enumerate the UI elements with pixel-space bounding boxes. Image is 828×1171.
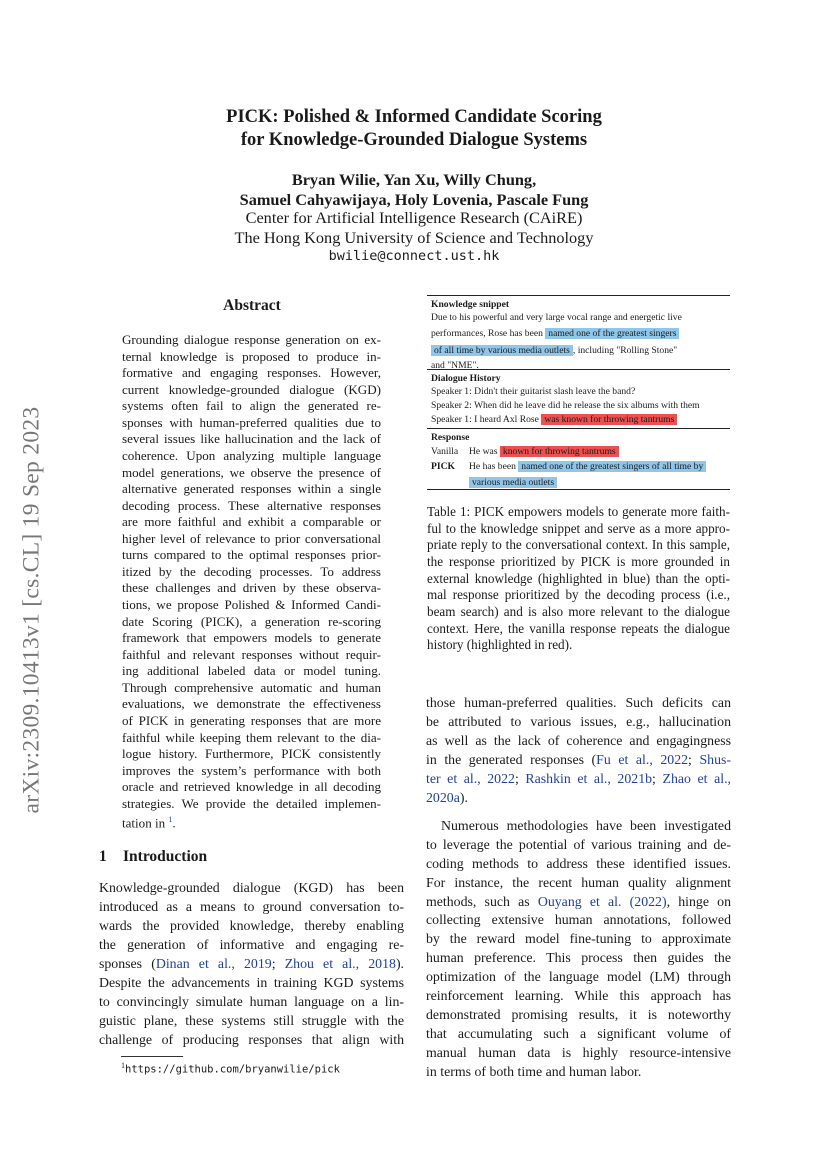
citation-link[interactable]: Zhou et al., 2018: [284, 955, 396, 971]
author-line: Samuel Cahyawijaya, Holy Lovenia, Pascale Fung: [239, 190, 589, 209]
abstract-line: faithful while keeping them relevant to the dia-: [122, 729, 381, 745]
table-rule: [427, 369, 730, 370]
abstract-line: decoding process. These alternative responses: [122, 497, 381, 513]
table-caption: [427, 504, 730, 654]
abstract-line: these challenges and driven by these observa-: [122, 580, 381, 596]
body-line-citations: [99, 955, 404, 974]
abstract-line: turns compared to the optimal responses prior-: [122, 547, 381, 563]
author-line: Bryan Wilie, Yan Xu, Willy Chung,: [291, 170, 537, 189]
table-fragment: He has been: [469, 461, 516, 473]
body-line-citations: 2020a).: [426, 789, 468, 805]
table-top-rule: [427, 295, 730, 296]
abstract-line: coherence. Upon analyzing multiple language: [122, 447, 381, 463]
abstract-line: improves the system’s performance with both: [122, 762, 381, 778]
affiliation: [130, 208, 698, 248]
table-fragment: Speaker 1: I heard Axl Rose: [431, 413, 539, 425]
table-section-heading: Response: [431, 432, 470, 443]
body-line: the generation of informative and engaging re-: [99, 936, 404, 952]
abstract-line: date Scoring (PICK), a generation re-scoring: [122, 613, 381, 629]
table-line: [431, 412, 730, 427]
author-email: bwilie@connect.ust.hk: [328, 248, 500, 264]
arxiv-identifier-sidebar: [8, 360, 56, 860]
caption-line: beam search) and is also more relevant to the dialogue: [427, 603, 730, 619]
caption-line: Table 1: PICK empowers models to generate more faith-: [427, 504, 730, 519]
table-section-heading: Dialogue History: [431, 373, 501, 384]
body-line: guistic plane, these systems still struggle with the: [99, 1012, 404, 1028]
citation-link[interactable]: Dinan et al., 2019: [155, 955, 272, 971]
body-line: as well as the lack of coherence and engagingness: [426, 732, 731, 748]
citation-link[interactable]: ter et al., 2022: [426, 770, 515, 786]
footnote-url-link[interactable]: https://github.com/bryanwilie/pick: [125, 1063, 340, 1076]
body-line: challenge of producing responses that align with: [99, 1031, 404, 1047]
table-rule: [427, 428, 730, 429]
paragraph-gap: [426, 808, 731, 817]
abstract-body: [122, 332, 381, 832]
title-line: for Knowledge-Grounded Dialogue Systems: [240, 130, 588, 150]
row-label: Vanilla: [431, 446, 459, 458]
abstract-line: formative and engaging responses. However,: [122, 365, 381, 381]
table-row-pick: [431, 459, 730, 475]
body-fragment: sponses (: [99, 955, 156, 971]
body-line: in terms of both time and human labor.: [426, 1064, 642, 1080]
abstract-line: ing additional labeled data or model tuning.: [122, 663, 381, 679]
abstract-line: framework that empowers models to generate: [122, 630, 381, 646]
abstract-line: evaluations, we demonstrate the effectiveness: [122, 696, 381, 712]
citation-close: ).: [395, 955, 405, 971]
citation-link[interactable]: Fu et al., 2022: [596, 751, 689, 767]
body-line: optimization of the language model (LM) through: [426, 969, 731, 985]
footnote: [121, 1061, 340, 1076]
citation-link[interactable]: 2020a: [426, 789, 460, 805]
table-line: Due to his powerful and very large vocal range and energetic live: [431, 312, 682, 324]
table-bottom-rule: [427, 489, 730, 490]
body-line: Despite the advancements in training KGD systems: [99, 974, 404, 990]
body-line: Numerous methodologies have been investigated: [441, 817, 731, 833]
body-line: by the reward model fine-tuning to approximate: [426, 931, 731, 947]
red-highlight: known for throwing tantrums: [500, 446, 619, 457]
section-number: 1: [99, 848, 107, 865]
body-line: coding methods to address these identified issues.: [426, 855, 731, 871]
abstract-line: of PICK in generating responses that are more: [122, 712, 381, 728]
abstract-heading: Abstract: [223, 297, 281, 314]
abstract-line: ternal knowledge is proposed to produce in-: [122, 348, 381, 364]
table-fragment: , including "Rolling Stone": [572, 344, 678, 356]
body-line: reinforcement learning. While this approach has: [426, 988, 731, 1004]
table-line: [431, 342, 730, 359]
body-line: human preference. This process then guides the: [426, 950, 731, 966]
body-line: For instance, the recent human quality alignment: [426, 874, 731, 890]
abstract-end-punct: .: [172, 815, 176, 831]
abstract-last-text: tation in: [122, 815, 166, 831]
body-line: demonstrated promising results, it is noteworthy: [426, 1007, 731, 1023]
body-line: Knowledge-grounded dialogue (KGD) has been: [99, 880, 404, 895]
abstract-line: itized by the decoding processes. To address: [122, 563, 381, 579]
abstract-line: oracle and retrieved knowledge in all decoding: [122, 779, 381, 795]
abstract-line: current knowledge-grounded dialogue (KGD): [122, 381, 381, 397]
citation-link[interactable]: Shus-: [699, 751, 731, 767]
abstract-line: several issues like hallucination and the lack of: [122, 431, 381, 447]
introduction-column-left: [99, 879, 404, 1050]
citation-link[interactable]: Zhao et al.,: [662, 770, 732, 786]
citation-separator: ;: [271, 955, 285, 971]
citation-link[interactable]: Ouyang et al. (2022): [537, 893, 667, 909]
abstract-line: model generations, we observe the presence of: [122, 464, 381, 480]
table-row-vanilla: [431, 444, 730, 459]
body-line-citations: in the generated responses (Fu et al., 2022; Shus-: [426, 751, 731, 767]
body-line: collecting extensive human annotations, followed: [426, 912, 731, 928]
body-line-citations: ter et al., 2022; Rashkin et al., 2021b; Zhao et al.,: [426, 770, 732, 786]
body-line: that accumulating such a significant volume of: [426, 1026, 731, 1042]
abstract-line: are more faithful and exhibit a comparable or: [122, 514, 381, 530]
caption-line: the response prioritized by PICK is more grounded in: [427, 553, 730, 569]
table-line: and "NME".: [431, 359, 479, 371]
table-response: [431, 431, 730, 491]
caption-line: external knowledge (highlighted in blue) than the opti-: [427, 570, 730, 586]
abstract-line: higher level of relevance to prior conversational: [122, 530, 381, 546]
arxiv-identifier: arXiv:2309.10413v1 [cs.CL] 19 Sep 2023: [18, 406, 45, 814]
red-highlight: was known for throwing tantrums: [541, 414, 677, 425]
footnote-mark: 1: [121, 1061, 125, 1070]
caption-line: mal response prioritized by the decoding process (i.e.,: [427, 587, 730, 603]
table-dialogue-history: [431, 372, 730, 427]
table-line: [431, 325, 730, 342]
abstract-last-line: [122, 812, 381, 832]
blue-highlight: of all time by various media outlets: [431, 345, 573, 356]
title-line: PICK: Polished & Informed Candidate Scoring: [226, 107, 602, 127]
abstract-line: sponses with human-preferred qualities due to: [122, 414, 381, 430]
abstract-line: strategies. We provide the detailed implemen-: [122, 795, 381, 811]
table-fragment: He was: [469, 446, 498, 458]
introduction-column-right: [426, 694, 731, 1082]
body-line: manual human data is highly resource-intensive: [426, 1045, 731, 1061]
table-section-heading: Knowledge snippet: [431, 299, 510, 310]
table-fragment: performances, Rose has been: [431, 327, 543, 339]
author-list: [130, 170, 698, 210]
blue-highlight: named one of the greatest singers: [545, 328, 679, 339]
abstract-line: faithful and relevant responses without requir-: [122, 646, 381, 662]
footnote-divider: [121, 1056, 183, 1057]
row-label: PICK: [431, 461, 455, 473]
caption-line: priate reply to the conversational context. In this sample,: [427, 537, 730, 553]
blue-highlight: various media outlets: [469, 477, 557, 488]
affiliation-line: The Hong Kong University of Science and Technology: [234, 228, 594, 247]
abstract-line: logue history. Furthermore, PICK consistently: [122, 746, 381, 762]
abstract-line: alternative generated responses within a single: [122, 481, 381, 497]
caption-line: ful to the knowledge snippet and serve as a more appro-: [427, 520, 730, 536]
abstract-line: Through comprehensive automatic and human: [122, 679, 381, 695]
body-line: those human-preferred qualities. Such deficits can: [426, 695, 731, 710]
affiliation-line: Center for Artificial Intelligence Research (CAiRE): [245, 208, 583, 227]
caption-line: context. Here, the vanilla response repeats the dialogue: [427, 620, 730, 636]
table-line: Speaker 1: Didn't their guitarist slash leave the band?: [431, 386, 636, 398]
abstract-line: Grounding dialogue response generation on ex-: [122, 332, 381, 347]
body-line: be attributed to various issues, e.g., hallucination: [426, 713, 731, 729]
body-fragment: in the generated responses (: [426, 751, 597, 767]
body-line: to leverage the potential of various training and de-: [426, 836, 731, 852]
body-line: wards the provided knowledge, thereby enabling: [99, 917, 404, 933]
abstract-line: tions, we propose Polished & Informed Candi-: [122, 597, 381, 612]
section-title: Introduction: [123, 848, 208, 865]
citation-link[interactable]: Rashkin et al., 2021b: [525, 770, 653, 786]
section-heading-introduction: [99, 848, 207, 866]
table-knowledge-snippet: [431, 298, 730, 372]
blue-highlight: named one of the greatest singers of all time by: [518, 461, 706, 472]
body-line: introduced as a means to ground conversation to-: [99, 898, 404, 914]
caption-line: history (highlighted in red).: [427, 637, 573, 653]
table-line: Speaker 2: When did he leave did he release the six albums with them: [431, 399, 700, 411]
body-fragment: , hinge on: [666, 893, 732, 909]
footnote-ref-link[interactable]: 1: [168, 815, 173, 825]
body-line: to convincingly simulate human language on a lin-: [99, 993, 404, 1009]
body-fragment: methods, such as: [426, 893, 530, 909]
abstract-line: systems often fail to align the generated re-: [122, 398, 381, 414]
paper-title: [130, 106, 698, 152]
body-line-citations: [426, 893, 731, 912]
